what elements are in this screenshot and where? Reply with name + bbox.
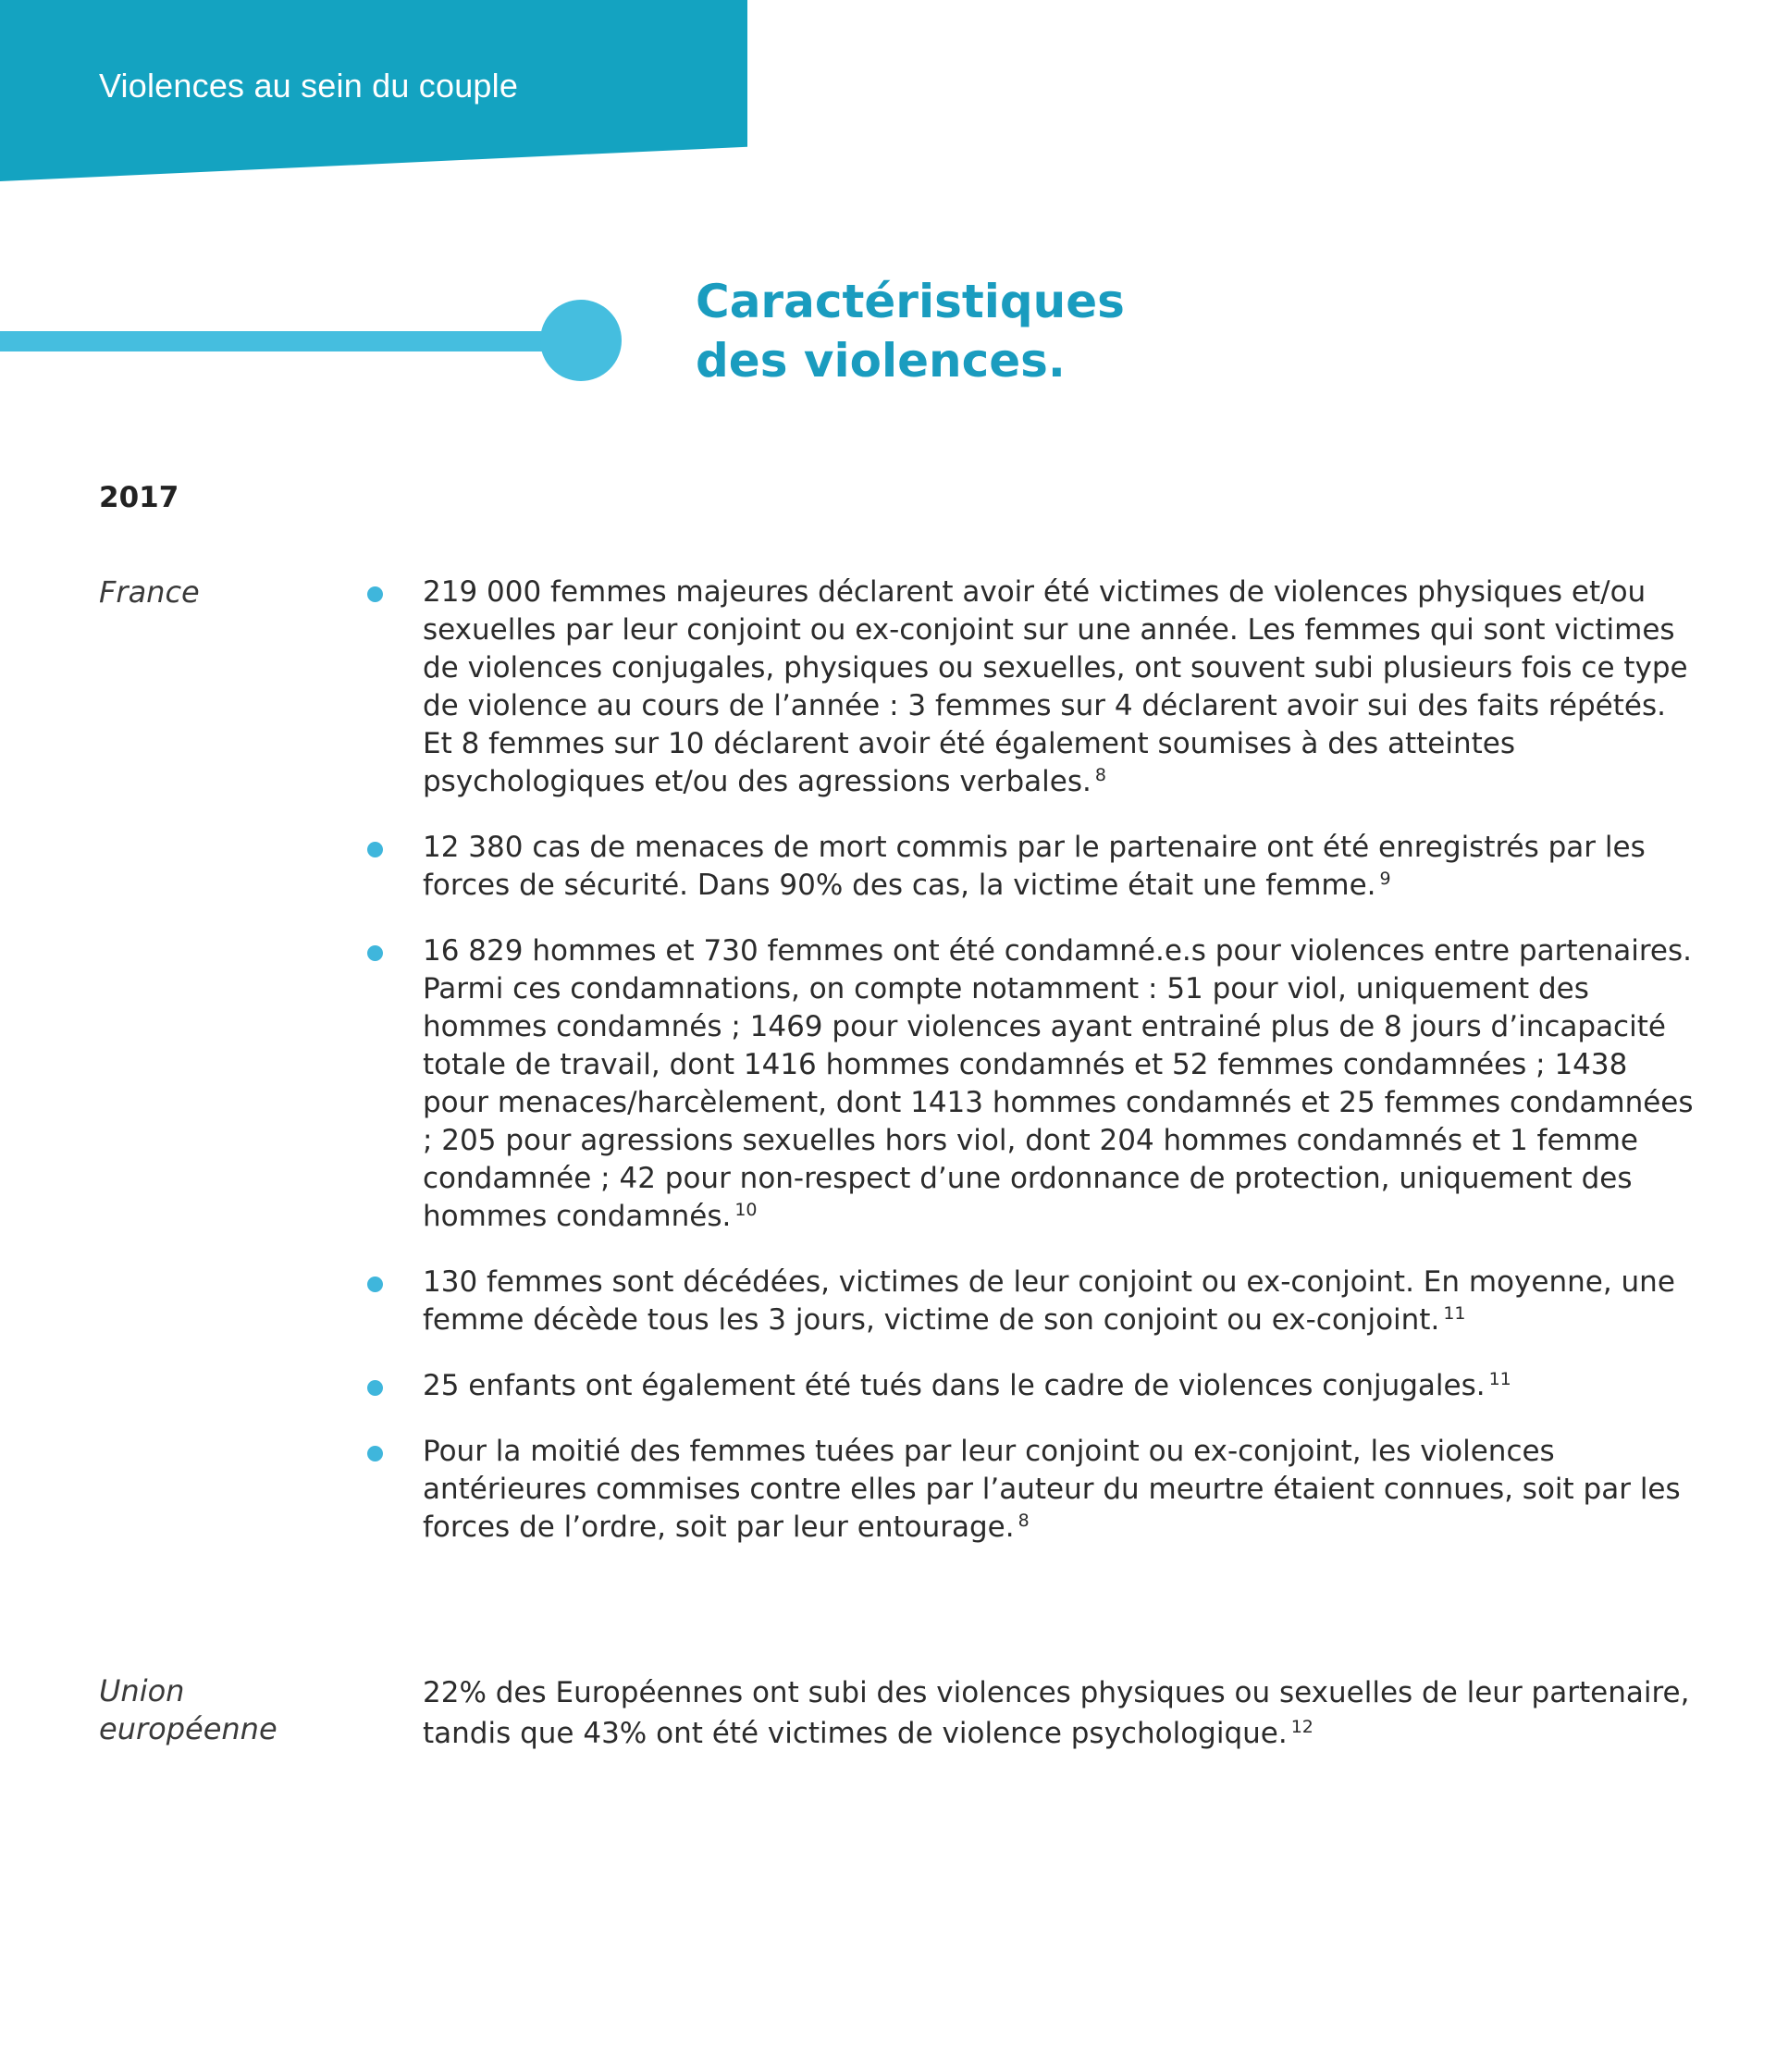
page-title bbox=[696, 272, 1125, 390]
page-title-line-2: des violences. bbox=[696, 334, 1066, 388]
footnote-ref: 8 bbox=[1018, 1510, 1030, 1531]
bullet-body: 12 380 cas de menaces de mort commis par le partenaire ont été enregistrés par les forces de sécurité. Dans 90% des cas, la victime était une femme. bbox=[423, 831, 1646, 902]
bullet-dot-icon bbox=[367, 1446, 383, 1462]
bullet-dot-icon bbox=[367, 586, 383, 602]
footnote-ref: 10 bbox=[734, 1199, 758, 1220]
list-item bbox=[423, 1264, 1699, 1339]
eu-label-line-2: européenne bbox=[99, 1711, 278, 1746]
title-decor-dot bbox=[540, 300, 622, 381]
bullet-dot-icon bbox=[367, 1276, 383, 1292]
bullet-text bbox=[423, 574, 1699, 801]
list-item bbox=[423, 1367, 1699, 1405]
bullet-body: 130 femmes sont décédées, victimes de leur conjoint ou ex-conjoint. En moyenne, une femme décède tous les 3 jours, victime de son conjoint ou ex-conjoint. bbox=[423, 1265, 1675, 1337]
bullet-text bbox=[423, 932, 1699, 1236]
footnote-ref: 11 bbox=[1443, 1302, 1466, 1324]
list-item bbox=[423, 829, 1699, 905]
title-decor-line bbox=[0, 331, 555, 352]
eu-label bbox=[99, 1672, 339, 1748]
france-label bbox=[99, 574, 339, 611]
footnote-ref: 8 bbox=[1094, 764, 1106, 785]
bullet-body: 16 829 hommes et 730 femmes ont été condamné.e.s pour violences entre partenaires. Parmi ces condamnations, on compte notamment : 51 pour viol, uniquement des hommes condamnés ; 1469 pour violences ayant entrainé plus de 8 jours d’incapacité totale de travail, dont 1416 hommes condamnés et 52 femmes condamnées ; 1438 pour menaces/harcèlement, dont 1413 hommes condamnés et 25 femmes condamnées ; 205 pour agressions sexuelles hors viol, dont 204 hommes condamnés et 1 femme condamnée ; 42 pour non-respect d’une ordonnance de protection, uniquement des hommes condamnés. bbox=[423, 934, 1694, 1233]
footnote-ref: 11 bbox=[1488, 1368, 1511, 1389]
footnote-ref: 12 bbox=[1290, 1716, 1314, 1737]
bullet-text bbox=[423, 1264, 1699, 1339]
bullet-text bbox=[423, 829, 1699, 905]
year-label: 2017 bbox=[99, 481, 179, 514]
list-item bbox=[423, 932, 1699, 1236]
eu-body: 22% des Européennes ont subi des violences physiques ou sexuelles de leur partenaire, tandis que 43% ont été victimes de violence psychologique. bbox=[423, 1676, 1690, 1750]
bullet-body: 25 enfants ont également été tués dans le cadre de violences conjugales. bbox=[423, 1369, 1486, 1402]
list-item bbox=[423, 574, 1699, 801]
eu-text bbox=[423, 1672, 1699, 1754]
bullet-body: Pour la moitié des femmes tuées par leur conjoint ou ex-conjoint, les violences antérieures commises contre elles par l’auteur du meurtre étaient connues, soit par les forces de l’ordre, soit par leur entourage. bbox=[423, 1435, 1681, 1544]
footnote-ref: 9 bbox=[1379, 868, 1391, 889]
bullet-dot-icon bbox=[367, 945, 383, 961]
list-item bbox=[423, 1433, 1699, 1547]
france-label-text: France bbox=[99, 574, 200, 610]
france-bullet-list bbox=[423, 574, 1699, 1547]
page-title-line-1: Caractéristiques bbox=[696, 275, 1125, 328]
bullet-text bbox=[423, 1433, 1699, 1547]
bullet-dot-icon bbox=[367, 842, 383, 857]
bullet-text bbox=[423, 1367, 1699, 1405]
eu-label-line-1: Union bbox=[99, 1673, 185, 1708]
section-title: Violences au sein du couple bbox=[99, 67, 519, 105]
bullet-dot-icon bbox=[367, 1380, 383, 1396]
bullet-body: 219 000 femmes majeures déclarent avoir été victimes de violences physiques et/ou sexuelles par leur conjoint ou ex-conjoint sur une année. Les femmes qui sont victimes de violences conjugales, physiques ou sexuelles, ont souvent subi plusieurs fois ce type de violence au cours de l’année : 3 femmes sur 4 déclarent avoir sui des faits répétés. Et 8 femmes sur 10 déclarent avoir été également soumises à des atteintes psychologiques et/ou des agressions verbales. bbox=[423, 575, 1688, 798]
